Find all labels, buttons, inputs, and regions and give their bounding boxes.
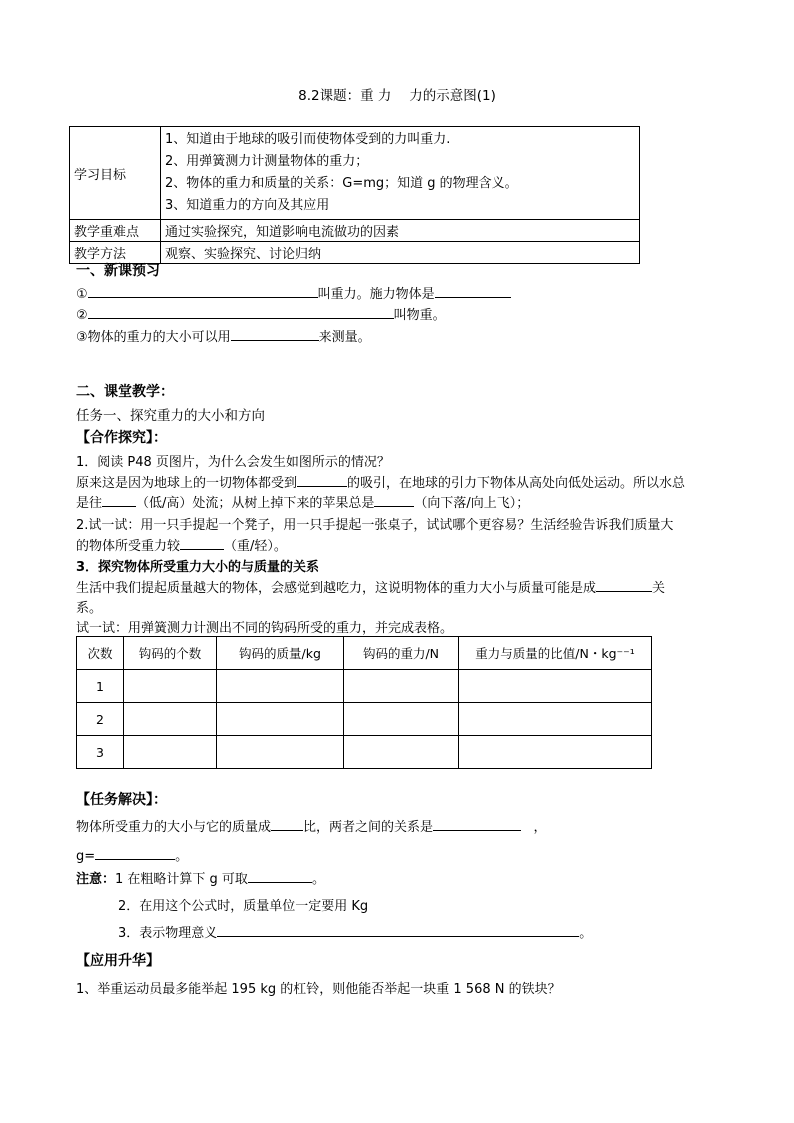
table-header: 钩码的个数 <box>124 637 217 670</box>
table-cell[interactable] <box>217 736 344 769</box>
table-header: 次数 <box>77 637 124 670</box>
table-cell[interactable] <box>459 670 652 703</box>
question-2: 2.试一试：用一只手提起一个凳子，用一只手提起一张桌子，试试哪个更容易？生活经验告诉我们质量大 <box>76 518 674 533</box>
text: （向下落/向上飞）； <box>414 496 530 511</box>
blank-field[interactable] <box>374 492 414 507</box>
table-cell[interactable] <box>459 703 652 736</box>
note-line-3 <box>118 922 592 941</box>
apply-heading: 【应用升华】 <box>76 953 160 969</box>
objectives-table <box>69 126 640 264</box>
goal-item: 2、物体的重力和质量的关系：G=mg；知道 g 的物理含义。 <box>165 176 518 191</box>
line-text: 来测量。 <box>318 330 371 345</box>
blank-field[interactable] <box>95 845 175 860</box>
question-3-instruction: 试一试：用弹簧测力计测出不同的钩码所受的重力，并完成表格。 <box>76 621 454 636</box>
note-label: 注意： <box>76 872 116 887</box>
text: ， <box>533 820 547 835</box>
blank-field[interactable] <box>88 304 394 319</box>
line-text: ③物体的重力的大小可以用 <box>76 330 231 345</box>
text: 的吸引，在地球的引力下物体从高处向低处运动。所以水总 <box>347 476 686 491</box>
note-line-2: 2．在用这个公式时，质量单位一定要用 Kg <box>118 899 369 914</box>
text: 。 <box>579 926 593 941</box>
preview-line-3 <box>76 326 371 345</box>
table-cell[interactable] <box>344 703 459 736</box>
text: 比，两者之间的关系是 <box>303 820 434 835</box>
table-cell[interactable] <box>459 736 652 769</box>
table-header: 重力与质量的比值/N・kg⁻⁻¹ <box>459 637 652 670</box>
text: 原来这是因为地球上的一切物体都受到 <box>76 476 298 491</box>
text: （重/轻）。 <box>224 539 287 554</box>
gravity-data-table <box>76 636 652 769</box>
coop-heading: 【合作探究】： <box>76 430 167 446</box>
table-cell[interactable] <box>124 670 217 703</box>
text: 。 <box>175 849 189 864</box>
note-line-1 <box>76 868 325 887</box>
question-3-line-a <box>76 577 665 596</box>
blank-field[interactable] <box>88 283 318 298</box>
solve-line-2 <box>76 845 188 864</box>
blank-field[interactable] <box>248 868 312 883</box>
table-cell[interactable] <box>124 736 217 769</box>
table-cell[interactable] <box>344 736 459 769</box>
question-3-line-b: 系。 <box>76 601 103 616</box>
blank-field[interactable] <box>271 816 303 831</box>
question-3-title: 3．探究物体所受重力大小的与质量的关系 <box>76 560 320 575</box>
text: （低/高）处流；从树上掉下来的苹果总是 <box>136 496 375 511</box>
goal-item: 2、用弹簧测力计测量物体的重力； <box>165 154 369 169</box>
difficulty-text: 通过实验探究，知道影响电流做功的因素 <box>161 220 640 242</box>
table-header: 钩码的质量/kg <box>217 637 344 670</box>
text: 生活中我们提起质量越大的物体，会感觉到越吃力，这说明物体的重力大小与质量可能是成 <box>76 581 597 596</box>
text: g= <box>76 849 96 864</box>
preview-heading: 一、新课预习 <box>76 263 160 279</box>
table-cell[interactable] <box>344 670 459 703</box>
line-prefix: ① <box>76 287 88 302</box>
preview-line-1 <box>76 283 511 302</box>
text: 物体所受重力的大小与它的质量成 <box>76 820 272 835</box>
line-text: 叫重力。施力物体是 <box>317 287 435 302</box>
table-cell[interactable] <box>124 703 217 736</box>
method-text: 观察、实验探究、讨论归纳 <box>161 242 640 264</box>
table-header: 钩码的重力/N <box>344 637 459 670</box>
goal-item: 1、知道由于地球的吸引而使物体受到的力叫重力. <box>165 132 451 147</box>
table-row <box>77 736 652 769</box>
goal-item: 3、知道重力的方向及其应用 <box>165 198 330 213</box>
blank-field[interactable] <box>231 326 319 341</box>
task1-title: 任务一、探究重力的大小和方向 <box>76 408 265 424</box>
question-1: 1．阅读 P48 页图片，为什么会发生如图所示的情况？ <box>76 455 390 470</box>
text: 3．表示物理意义 <box>118 926 218 941</box>
blank-field[interactable] <box>596 577 652 592</box>
solve-heading: 【任务解决】： <box>76 792 167 808</box>
preview-line-2 <box>76 304 446 323</box>
row-index: 1 <box>77 670 124 703</box>
table-cell[interactable] <box>217 703 344 736</box>
text: 。 <box>311 872 325 887</box>
text: 1 在粗略计算下 g 可取 <box>115 872 248 887</box>
blank-field[interactable] <box>217 922 579 937</box>
line-text: 叫物重。 <box>393 308 446 323</box>
solve-line-1 <box>76 816 546 835</box>
blank-field[interactable] <box>435 283 511 298</box>
question-1-answer-b <box>76 492 529 511</box>
text: 是往 <box>76 496 103 511</box>
goal-label: 学习目标 <box>70 127 161 220</box>
table-row <box>77 670 652 703</box>
apply-question-1: 1、举重运动员最多能举起 195 kg 的杠铃，则他能否举起一块重 1 568 N 的铁块？ <box>76 982 561 997</box>
text: 关 <box>652 581 666 596</box>
method-label: 教学方法 <box>70 242 161 264</box>
row-index: 2 <box>77 703 124 736</box>
blank-field[interactable] <box>180 535 224 550</box>
page-title: 8.2课题：重 力 力的示意图(1) <box>298 88 496 104</box>
blank-field[interactable] <box>102 492 136 507</box>
table-cell[interactable] <box>217 670 344 703</box>
difficulty-label: 教学重难点 <box>70 220 161 242</box>
row-index: 3 <box>77 736 124 769</box>
classroom-heading: 二、课堂教学： <box>76 384 174 400</box>
text: 的物体所受重力较 <box>76 539 181 554</box>
question-2-answer <box>76 535 287 554</box>
table-row <box>77 703 652 736</box>
question-1-answer-a <box>76 472 685 491</box>
blank-field[interactable] <box>433 816 521 831</box>
line-prefix: ② <box>76 308 88 323</box>
blank-field[interactable] <box>297 472 347 487</box>
